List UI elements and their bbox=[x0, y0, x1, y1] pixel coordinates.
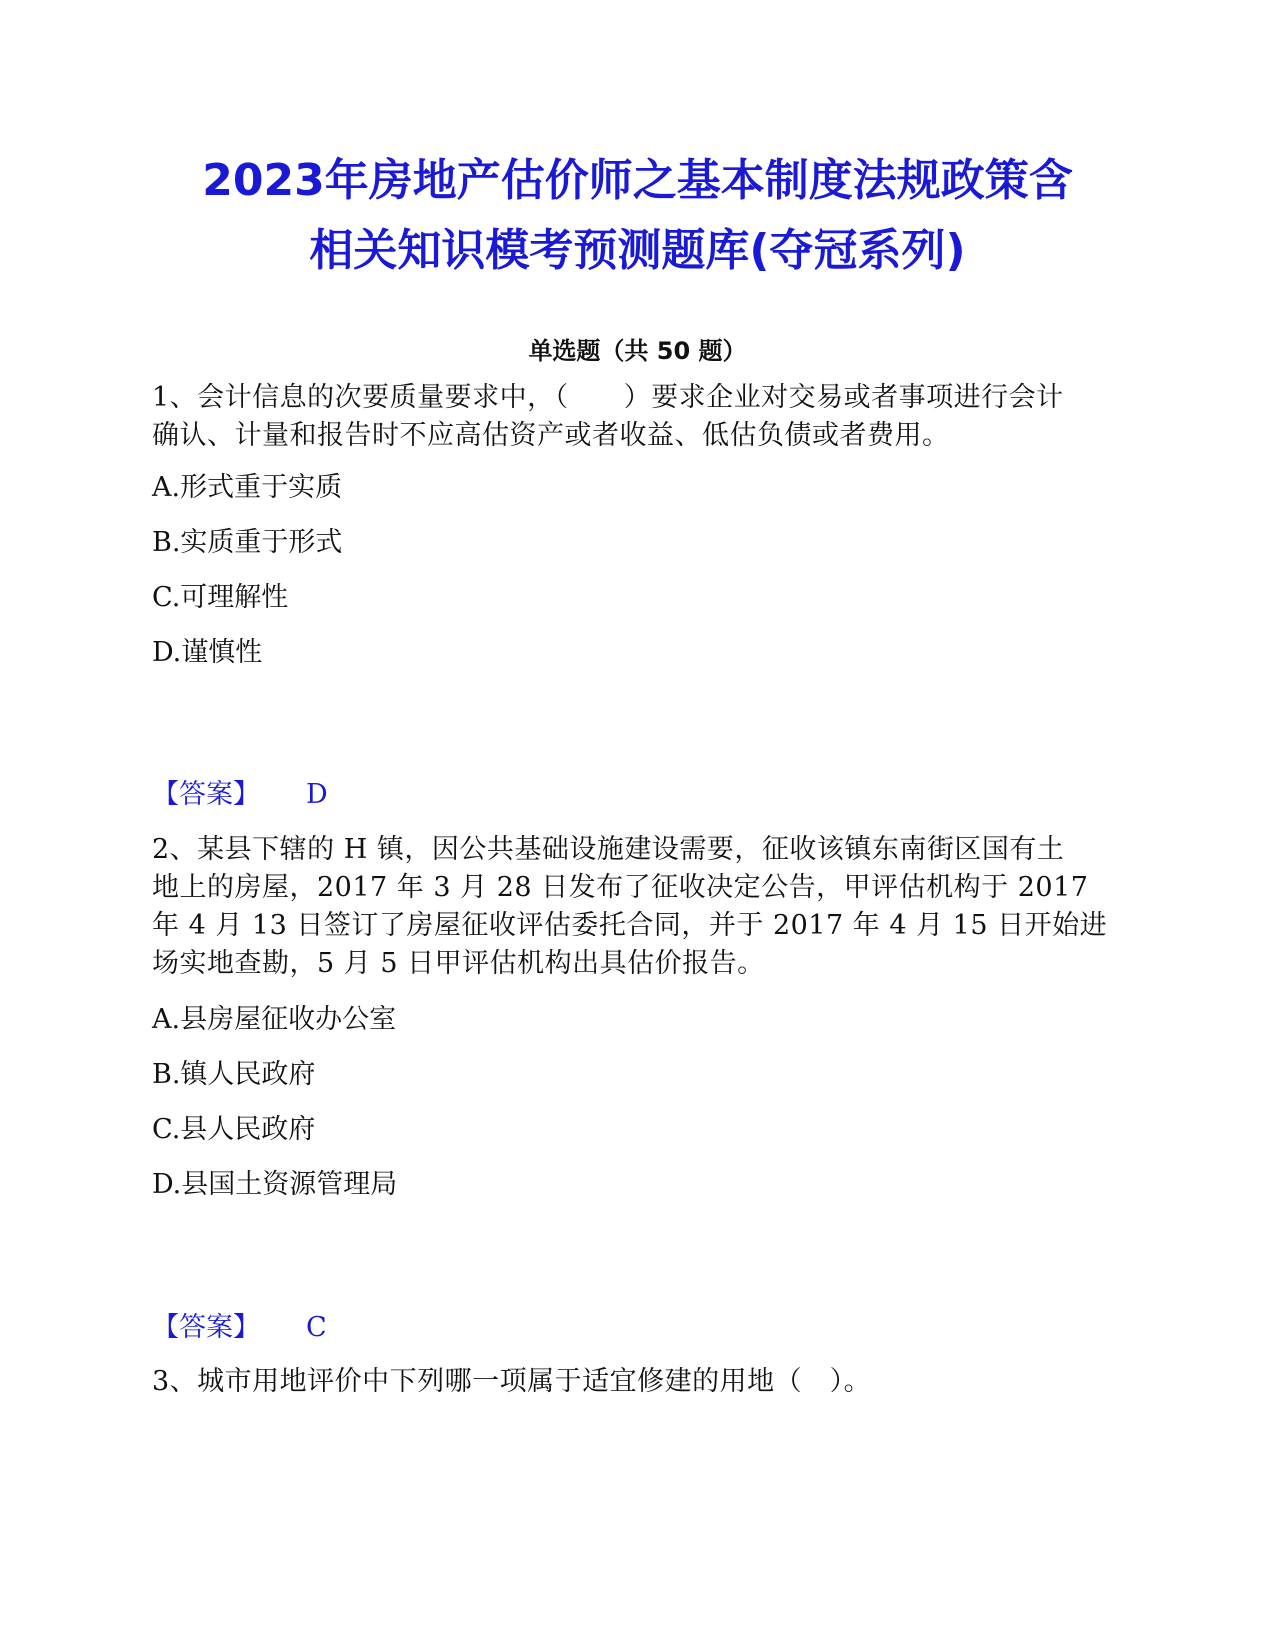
question-2-answer bbox=[152, 1308, 327, 1348]
question-2-option-a: A.县房屋征收办公室 bbox=[152, 1004, 397, 1035]
answer-label: 【答案】 bbox=[152, 779, 260, 810]
question-2-option-d: D.县国土资源管理局 bbox=[152, 1169, 398, 1200]
question-1-option-d: D.谨慎性 bbox=[152, 637, 263, 668]
question-1-option-a: A.形式重于实质 bbox=[152, 472, 343, 503]
question-2-option-b: B.镇人民政府 bbox=[152, 1059, 316, 1090]
question-1-option-b: B.实质重于形式 bbox=[152, 527, 343, 558]
answer-value: C bbox=[306, 1312, 327, 1343]
question-2-text-line-4: 场实地查勘，5 月 5 日甲评估机构出具估价报告。 bbox=[152, 948, 765, 979]
answer-value: D bbox=[306, 779, 328, 810]
question-2-text-line-1: 2、某县下辖的 H 镇，因公共基础设施建设需要，征收该镇东南街区国有土 bbox=[152, 834, 1065, 865]
question-1-option-c: C.可理解性 bbox=[152, 582, 289, 613]
question-1-text-line-2: 确认、计量和报告时不应高估资产或者收益、低估负债或者费用。 bbox=[152, 420, 950, 451]
document-title-line-1: 2023年房地产估价师之基本制度法规政策含 bbox=[202, 155, 1073, 206]
section-heading: 单选题（共 50 题） bbox=[528, 337, 747, 365]
answer-label: 【答案】 bbox=[152, 1312, 260, 1343]
question-2-text-line-2: 地上的房屋，2017 年 3 月 28 日发布了征收决定公告，甲评估机构于 2017 bbox=[152, 872, 1089, 903]
question-1-text-line-1: 1、会计信息的次要质量要求中，（ ）要求企业对交易或者事项进行会计 bbox=[152, 382, 1064, 413]
question-1-answer bbox=[152, 775, 328, 815]
document-title-line-2: 相关知识模考预测题库(夺冠系列) bbox=[309, 225, 966, 276]
question-2-option-c: C.县人民政府 bbox=[152, 1114, 316, 1145]
question-3-text-line-1: 3、城市用地评价中下列哪一项属于适宜修建的用地（ ）。 bbox=[152, 1366, 872, 1397]
question-2-text-line-3: 年 4 月 13 日签订了房屋征收评估委托合同，并于 2017 年 4 月 15 日开始进 bbox=[152, 910, 1108, 941]
